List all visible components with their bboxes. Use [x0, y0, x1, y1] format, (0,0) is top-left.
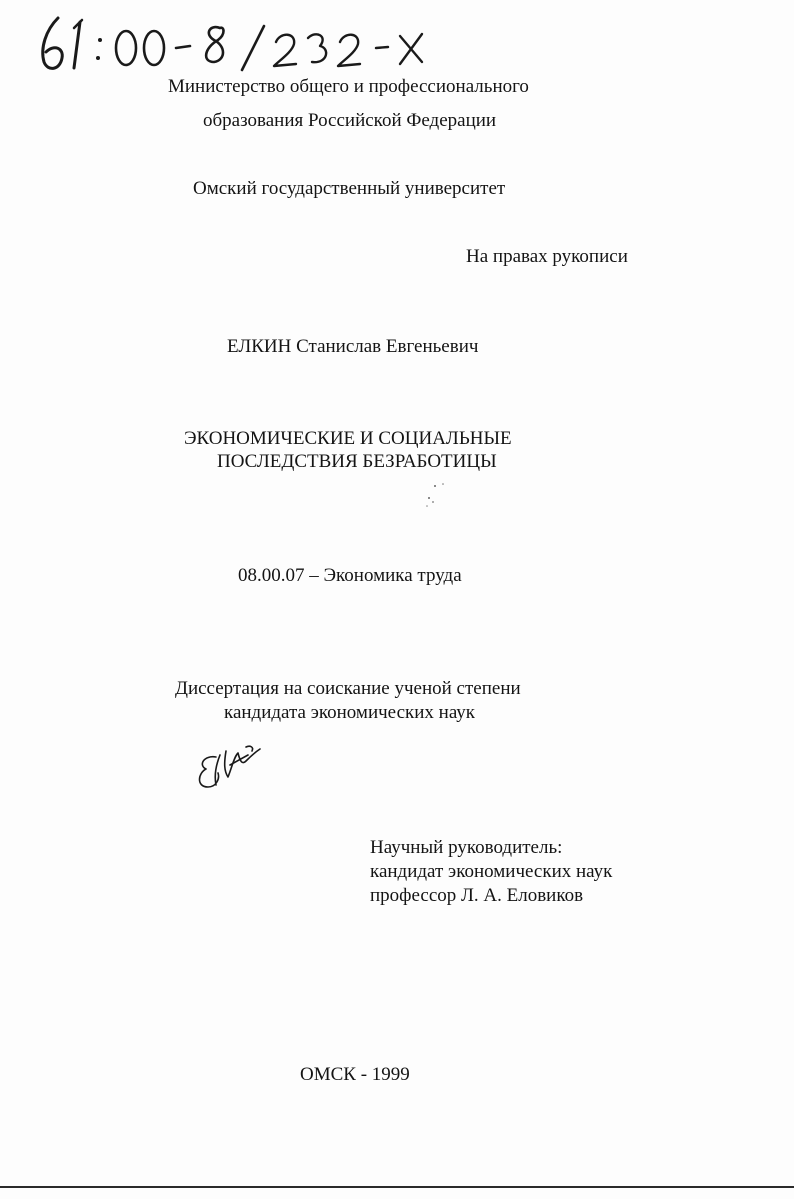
degree-line-1: Диссертация на соискание ученой степени	[175, 678, 521, 699]
city-year: ОМСК - 1999	[300, 1064, 410, 1085]
supervisor-name: профессор Л. А. Еловиков	[370, 885, 584, 906]
scan-edge-line	[0, 1186, 794, 1188]
ministry-line-1: Министерство общего и профессионального	[168, 76, 529, 97]
supervisor-degree: кандидат экономических наук	[370, 861, 613, 882]
scan-speck-mark	[415, 480, 455, 512]
university-name: Омский государственный университет	[193, 178, 506, 199]
dissertation-title-line-2: ПОСЛЕДСТВИЯ БЕЗРАБОТИЦЫ	[217, 451, 497, 472]
supervisor-label: Научный руководитель:	[370, 837, 563, 858]
dissertation-title-line-1: ЭКОНОМИЧЕСКИЕ И СОЦИАЛЬНЫЕ	[184, 428, 512, 449]
degree-line-2: кандидата экономических наук	[224, 702, 476, 723]
specialty-code: 08.00.07 – Экономика труда	[238, 565, 462, 586]
ministry-line-2: образования Российской Федерации	[203, 110, 497, 131]
author-name: ЕЛКИН Станислав Евгеньевич	[227, 336, 479, 357]
manuscript-note: На правах рукописи	[466, 246, 628, 267]
author-signature	[190, 735, 270, 795]
handwritten-archive-number	[28, 8, 448, 78]
